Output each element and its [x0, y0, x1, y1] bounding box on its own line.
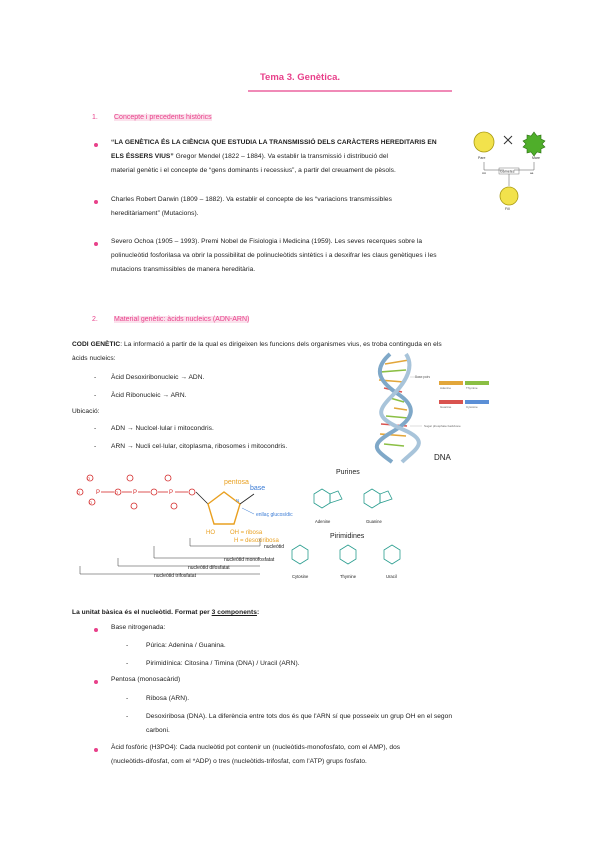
- bullet-icon: [94, 242, 98, 246]
- base-label: Base nitrogenada:: [111, 624, 166, 631]
- svg-text:aa: aa: [530, 171, 534, 175]
- acid-fosforic-item: [111, 741, 506, 769]
- page-title: Tema 3. Genètica.: [259, 72, 341, 83]
- nucleotide-brackets: [80, 538, 260, 574]
- unit-text2: :: [256, 609, 260, 616]
- history-darwin: [111, 193, 471, 221]
- h-label: H = desoxiribosa: [234, 538, 279, 544]
- cytosine-label: Cytosine: [292, 574, 309, 579]
- desoxiribosa-item: [146, 710, 506, 738]
- svg-text:N: N: [236, 498, 240, 503]
- cytosine-bar: [465, 400, 489, 404]
- ubicacio-arn: ARN → Nucli cel·lular, citoplasma, ribosomes i mitocondris.: [111, 443, 288, 450]
- legend-backbone: Sugar phosphate backbone: [424, 424, 461, 428]
- history-mendel-quote-end: ELS ÉSSERS VIUS”: [111, 153, 174, 160]
- tri-label: nucleòtid trifosfatat: [154, 573, 196, 579]
- legend-thymine: Thymine: [466, 386, 478, 390]
- unit-components: 3 components: [211, 609, 257, 616]
- desoxiribosa-line1: Desoxiribosa (DNA). La diferència entre tots dos és que l'ARN sí que posseeix un grup OH en el segon: [146, 713, 453, 720]
- bullet-icon: [94, 143, 98, 147]
- svg-text:P: P: [96, 490, 101, 496]
- pentosa-label-text: Pentosa (monosacàrid): [111, 676, 181, 683]
- dna-label: DNA: [434, 453, 451, 462]
- history-mendel-line3: material genètic i el concepte de “gens dominants i recessius”, a partir del creuament de pèsols.: [111, 167, 396, 174]
- phosphate-groups: [77, 475, 195, 509]
- dash-marker: -: [126, 660, 129, 667]
- green-pea-icon: [523, 132, 545, 156]
- pirimidines-label: Pirimidines: [330, 533, 365, 540]
- history-mendel-line2: [111, 150, 471, 164]
- svg-text:P: P: [169, 490, 174, 496]
- svg-text:AA: AA: [482, 171, 487, 175]
- pentose-ring: [208, 492, 240, 524]
- dash-marker: -: [94, 374, 97, 381]
- base-label: base: [250, 485, 266, 492]
- dash-marker: -: [94, 425, 97, 432]
- legend-cytosine: Cytosine: [466, 405, 478, 409]
- section-1-label: Concepte i precedents històrics: [114, 114, 212, 121]
- history-ochoa: [111, 235, 501, 277]
- ribosa-item: Ribosa (ARN).: [146, 695, 190, 702]
- unit-text1: La unitat bàsica és el nucleòtid. Format per: [72, 609, 212, 616]
- section-2-label: Material genètic: àcids nucleics (ADN-ARN): [114, 316, 250, 323]
- codi-item-arn: Àcid Ribonucleic → ARN.: [111, 392, 187, 399]
- gametes-label: Gametes: [500, 169, 515, 174]
- uracil-label: Uracil: [386, 574, 397, 579]
- section-1-number: 1.: [92, 114, 98, 121]
- section-1-heading: [92, 114, 212, 121]
- section-2-number: 2.: [92, 316, 98, 323]
- di-label: nucleòtid difosfatat: [188, 565, 230, 571]
- svg-text:O: O: [89, 500, 93, 505]
- ho-label: HO: [206, 530, 215, 536]
- purines-label: Purines: [336, 469, 360, 476]
- acid-fosforic-line1: Àcid fosfòric (H3PO4): Cada nucleòtid pot contenir un (nucleòtids-monofosfato, com el AMP), dos: [111, 744, 401, 751]
- svg-text:P: P: [133, 490, 138, 496]
- history-ochoa-line2: polinucleòtid fosforilasa va obrir la possibilitat de polinucleòtids sintètics i a desxifrar les claus genètiques i les: [111, 252, 437, 259]
- mono-label: nucleòtid monofosfatat: [224, 557, 275, 563]
- pirimidinica-item: Pirimidínica: Citosina / Timina (DNA) / Uracil (ARN).: [146, 660, 300, 667]
- dna-helix-figure: [372, 352, 500, 470]
- codi-line1: [72, 338, 502, 352]
- legend-adenine: Adenine: [440, 386, 452, 390]
- child-label: Fill: [505, 207, 510, 211]
- thymine-structure: [340, 545, 356, 564]
- legend-guanine: Guanine: [440, 405, 452, 409]
- history-ochoa-line1: Severo Ochoa (1905 – 1993). Premi Nobel de Fisiologia i Medicina (1959). Les seves recerques sobre la: [111, 238, 423, 245]
- history-darwin-line2: hereditàriament” (Mutacions).: [111, 210, 199, 217]
- codi-label: CODI GENÈTIC: [72, 341, 121, 348]
- guanine-label: Guanine: [366, 519, 382, 524]
- dash-marker: -: [94, 443, 97, 450]
- bullet-icon: [94, 200, 98, 204]
- nucleotide-structure-figure: [74, 462, 504, 586]
- parent-left-label: Pare: [478, 156, 486, 160]
- thymine-label: Thymine: [340, 574, 357, 579]
- svg-text:O: O: [77, 490, 81, 495]
- thymine-bar: [465, 381, 489, 385]
- guanine-bar: [439, 400, 463, 404]
- bullet-icon: [94, 628, 98, 632]
- offspring-pea-icon: [500, 187, 518, 205]
- codi-text1: : La informació a partir de la qual es dirigeixen les funcions dels organismes vius, es troba continguda en els: [120, 341, 442, 348]
- dash-marker: -: [126, 642, 129, 649]
- purica-item: Púrica: Adenina / Guanina.: [146, 642, 226, 649]
- nucleotid-label: nucleòtid: [264, 544, 285, 550]
- mendel-cross-figure: [470, 128, 550, 212]
- bullet-icon: [94, 748, 98, 752]
- yellow-pea-icon: [474, 132, 494, 152]
- dash-marker: -: [126, 695, 129, 702]
- section-2-heading: [92, 316, 249, 323]
- svg-text:O: O: [115, 490, 119, 495]
- adenine-label: Adenine: [315, 519, 331, 524]
- svg-text:O: O: [87, 476, 91, 481]
- title-underline: [248, 90, 452, 92]
- parent-right-label: Mare: [532, 156, 540, 160]
- adenine-structure: [314, 489, 342, 508]
- history-mendel-line2-text: Gregor Mendel (1822 – 1884). Va establir la transmissió i distribució del: [173, 153, 389, 160]
- adenine-bar: [439, 381, 463, 385]
- history-darwin-line1: Charles Robert Darwin (1809 – 1882). Va establir el concepte de les “variacions transmissibles: [111, 196, 392, 203]
- history-mendel-line1: “LA GENÈTICA ÉS LA CIÈNCIA QUE ESTUDIA LA TRANSMISSIÓ DELS CARÀCTERS HEREDITARIS EN: [111, 139, 437, 146]
- ubicacio-label: Ubicació:: [72, 408, 100, 415]
- history-mendel: [111, 136, 471, 178]
- dash-marker: -: [94, 392, 97, 399]
- enllac-label: enllaç glucosídic: [256, 512, 293, 518]
- legend-base-pairs: Base pairs: [415, 375, 431, 379]
- dash-marker: -: [126, 713, 129, 720]
- cross-icon: [504, 136, 512, 144]
- oh-label: OH = ribosa: [230, 530, 263, 536]
- history-ochoa-line3: mutacions transmissibles de manera hereditària.: [111, 266, 256, 273]
- unit-intro: [72, 606, 259, 620]
- guanine-structure: [364, 489, 392, 508]
- acid-fosforic-line2: (nucleòtids-difosfat, com el *ADP) o tres (nucleòtids-trifosfat, com l'ATP) grups fosfato.: [111, 758, 367, 765]
- ubicacio-adn: ADN → Nuclcel·lular i mitocondris.: [111, 425, 214, 432]
- codi-text2: àcids nucleics:: [72, 355, 116, 362]
- codi-item-adn: Àcid Desoxiribonucleic → ADN.: [111, 374, 205, 381]
- uracil-structure: [384, 545, 400, 564]
- desoxiribosa-line2: carboni.: [146, 727, 170, 734]
- cytosine-structure: [292, 545, 308, 564]
- bullet-icon: [94, 680, 98, 684]
- pentosa-label: pentosa: [224, 479, 249, 486]
